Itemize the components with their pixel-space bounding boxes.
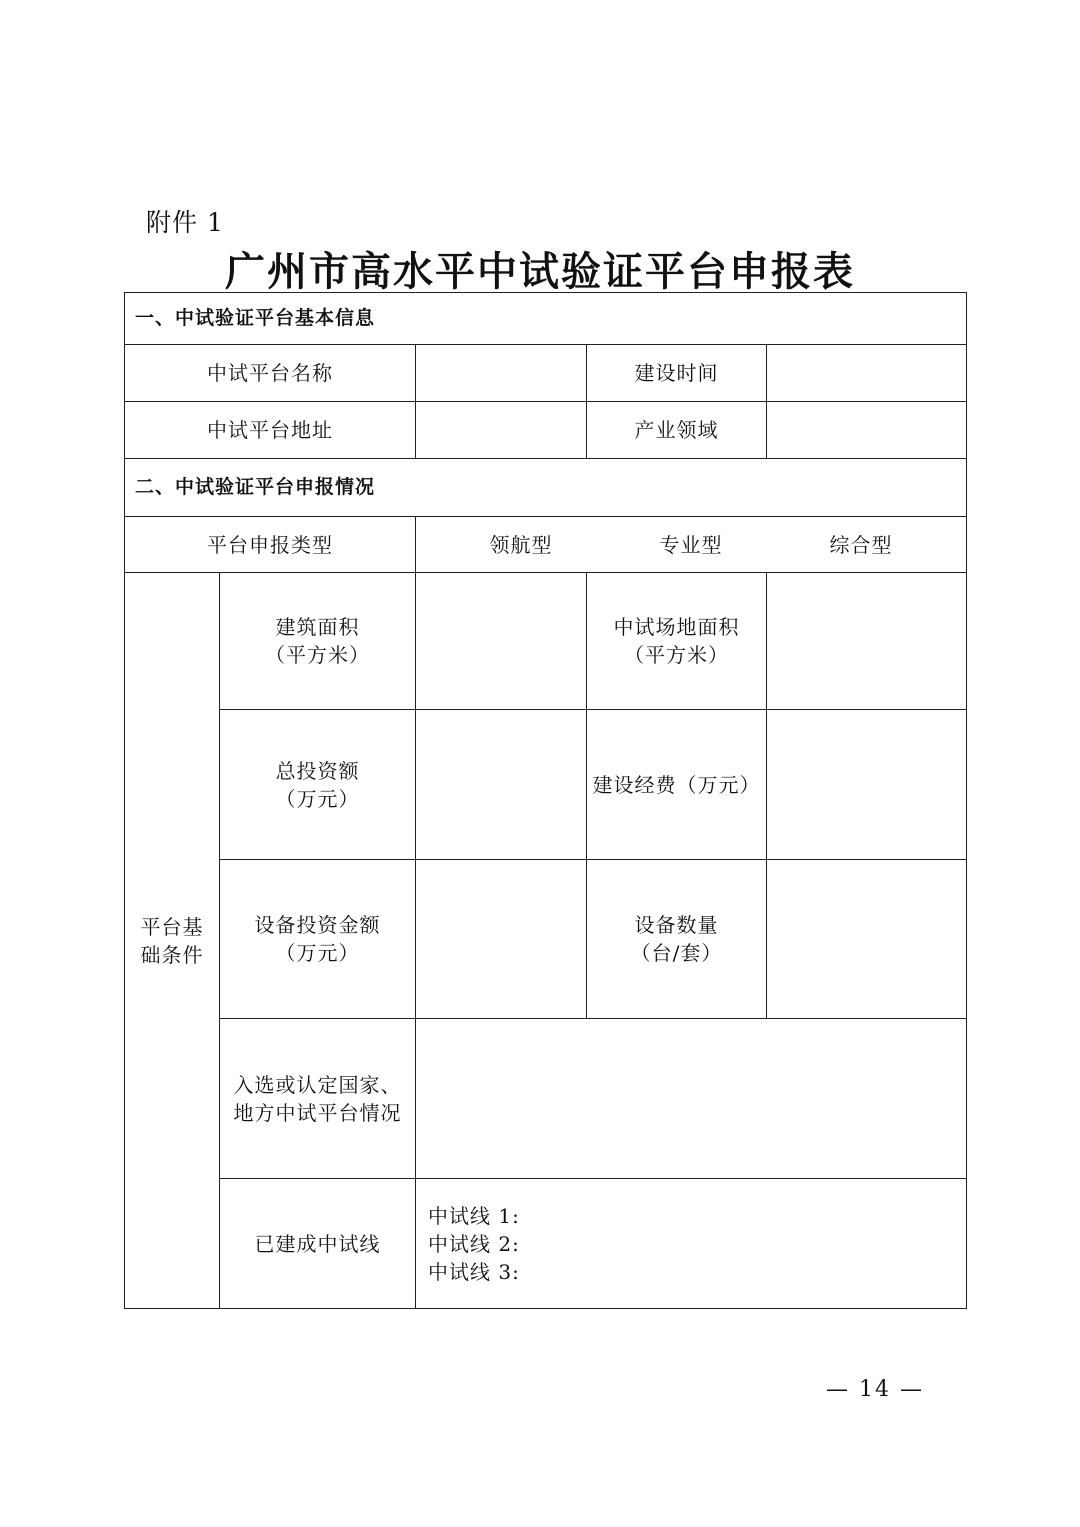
- platform-type-options: [416, 517, 967, 573]
- built-line-2: 中试线 2:: [428, 1231, 520, 1256]
- site-area-field[interactable]: [767, 573, 967, 710]
- build-cost-field[interactable]: [767, 710, 967, 860]
- type-option-comprehensive[interactable]: 综合型: [829, 532, 893, 557]
- platform-type-label: 平台申报类型: [125, 517, 416, 573]
- basic-conditions-label: 平台基 础条件: [125, 573, 220, 1309]
- platform-address-label: 中试平台地址: [125, 402, 416, 459]
- site-area-label: 中试场地面积 （平方米）: [587, 573, 767, 710]
- section2-heading: 二、中试验证平台申报情况: [125, 459, 967, 517]
- selected-platform-field[interactable]: [416, 1019, 967, 1179]
- built-lines-field[interactable]: [416, 1179, 967, 1309]
- build-time-field[interactable]: [767, 345, 967, 402]
- form-title: 广州市高水平中试验证平台申报表: [225, 248, 855, 295]
- attachment-label: 附件 1: [146, 208, 224, 237]
- total-investment-field[interactable]: [416, 710, 587, 860]
- section1-heading: 一、中试验证平台基本信息: [125, 293, 967, 345]
- application-form-table: [124, 292, 967, 1309]
- industry-field[interactable]: [767, 402, 967, 459]
- built-line-1: 中试线 1:: [428, 1203, 520, 1228]
- built-lines-label: 已建成中试线: [220, 1179, 416, 1309]
- platform-name-field[interactable]: [416, 345, 587, 402]
- build-time-label: 建设时间: [587, 345, 767, 402]
- equipment-investment-field[interactable]: [416, 860, 587, 1019]
- building-area-label: 建筑面积 （平方米）: [220, 573, 416, 710]
- platform-name-label: 中试平台名称: [125, 345, 416, 402]
- page-number: — 14 —: [826, 1377, 924, 1402]
- type-option-leading[interactable]: 领航型: [489, 532, 553, 557]
- equipment-count-label: 设备数量 （台/套）: [587, 860, 767, 1019]
- selected-platform-label: 入选或认定国家、 地方中试平台情况: [220, 1019, 416, 1179]
- building-area-field[interactable]: [416, 573, 587, 710]
- equipment-count-field[interactable]: [767, 860, 967, 1019]
- build-cost-label: 建设经费（万元）: [587, 710, 767, 860]
- platform-address-field[interactable]: [416, 402, 587, 459]
- industry-label: 产业领域: [587, 402, 767, 459]
- type-option-professional[interactable]: 专业型: [659, 532, 723, 557]
- equipment-investment-label: 设备投资金额 （万元）: [220, 860, 416, 1019]
- total-investment-label: 总投资额 （万元）: [220, 710, 416, 860]
- built-line-3: 中试线 3:: [428, 1259, 520, 1284]
